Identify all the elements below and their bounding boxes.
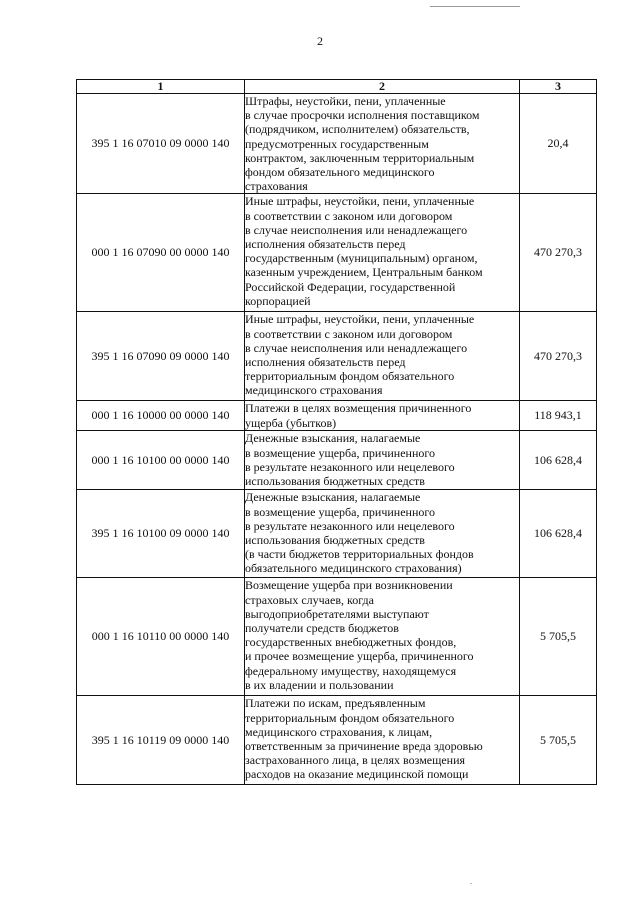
amount-value: 106 628,4: [520, 431, 597, 490]
table-row: [77, 312, 597, 401]
revenue-table: [76, 79, 597, 785]
page-number: 2: [317, 34, 323, 48]
income-description: Денежные взыскания, налагаемые в возмещение ущерба, причиненного в результате незаконного или нецелевого использования бюджетных средств: [245, 431, 520, 490]
column-header-amount: 3: [520, 80, 597, 94]
table-row: [77, 490, 597, 578]
column-header-name: 2: [245, 80, 520, 94]
table-row: [77, 94, 597, 194]
budget-code: 395 1 16 07090 09 0000 140: [77, 312, 245, 401]
budget-code: 395 1 16 07010 09 0000 140: [77, 94, 245, 194]
budget-code: 395 1 16 10119 09 0000 140: [77, 696, 245, 785]
column-header-code: 1: [77, 80, 245, 94]
budget-code: 395 1 16 10100 09 0000 140: [77, 490, 245, 578]
income-description: Иные штрафы, неустойки, пени, уплаченные в соответствии с законом или договором в случае неисполнения или ненадлежащего исполнения обязательств перед государственным (муниципальным) органом, казенным учреждением, Центральным банком Российской Федерации, государственной корпорацией: [245, 194, 520, 312]
amount-value: 106 628,4: [520, 490, 597, 578]
budget-code: 000 1 16 07090 00 0000 140: [77, 194, 245, 312]
table-row: [77, 194, 597, 312]
budget-code: 000 1 16 10110 00 0000 140: [77, 578, 245, 696]
scan-artifact-dot: [470, 883, 472, 884]
amount-value: 20,4: [520, 94, 597, 194]
amount-value: 5 705,5: [520, 578, 597, 696]
income-description: Иные штрафы, неустойки, пени, уплаченные в соответствии с законом или договором в случае неисполнения или ненадлежащего исполнения обязательств перед территориальным фондом обязательного медицинского страхования: [245, 312, 520, 401]
income-description: Денежные взыскания, налагаемые в возмещение ущерба, причиненного в результате незаконного или нецелевого использования бюджетных средств (в части бюджетов территориальных фондов обязательного медицинского страхования): [245, 490, 520, 578]
amount-value: 5 705,5: [520, 696, 597, 785]
table-row: [77, 401, 597, 431]
budget-code: 000 1 16 10000 00 0000 140: [77, 401, 245, 431]
amount-value: 470 270,3: [520, 312, 597, 401]
income-description: Возмещение ущерба при возникновении страховых случаев, когда выгодоприобретателями выступают получатели средств бюджетов государственных внебюджетных фондов, и прочее возмещение ущерба, причиненного федеральному имуществу, находящемуся в их владении и пользовании: [245, 578, 520, 696]
income-description: Штрафы, неустойки, пени, уплаченные в случае просрочки исполнения поставщиком (подрядчиком, исполнителем) обязательств, предусмотренных государственным контрактом, заключенным территориальным фондом обязательного медицинского страхования: [245, 94, 520, 194]
table-row: [77, 578, 597, 696]
scan-artifact-line: [430, 6, 520, 7]
amount-value: 118 943,1: [520, 401, 597, 431]
table-row: [77, 696, 597, 785]
income-description: Платежи в целях возмещения причиненного ущерба (убытков): [245, 401, 520, 431]
table-row: [77, 431, 597, 490]
income-description: Платежи по искам, предъявленным территориальным фондом обязательного медицинского страхования, к лицам, ответственным за причинение вреда здоровью застрахованного лица, в целях возмещения расходов на оказание медицинской помощи: [245, 696, 520, 785]
amount-value: 470 270,3: [520, 194, 597, 312]
table-header-row: [77, 80, 597, 94]
budget-code: 000 1 16 10100 00 0000 140: [77, 431, 245, 490]
